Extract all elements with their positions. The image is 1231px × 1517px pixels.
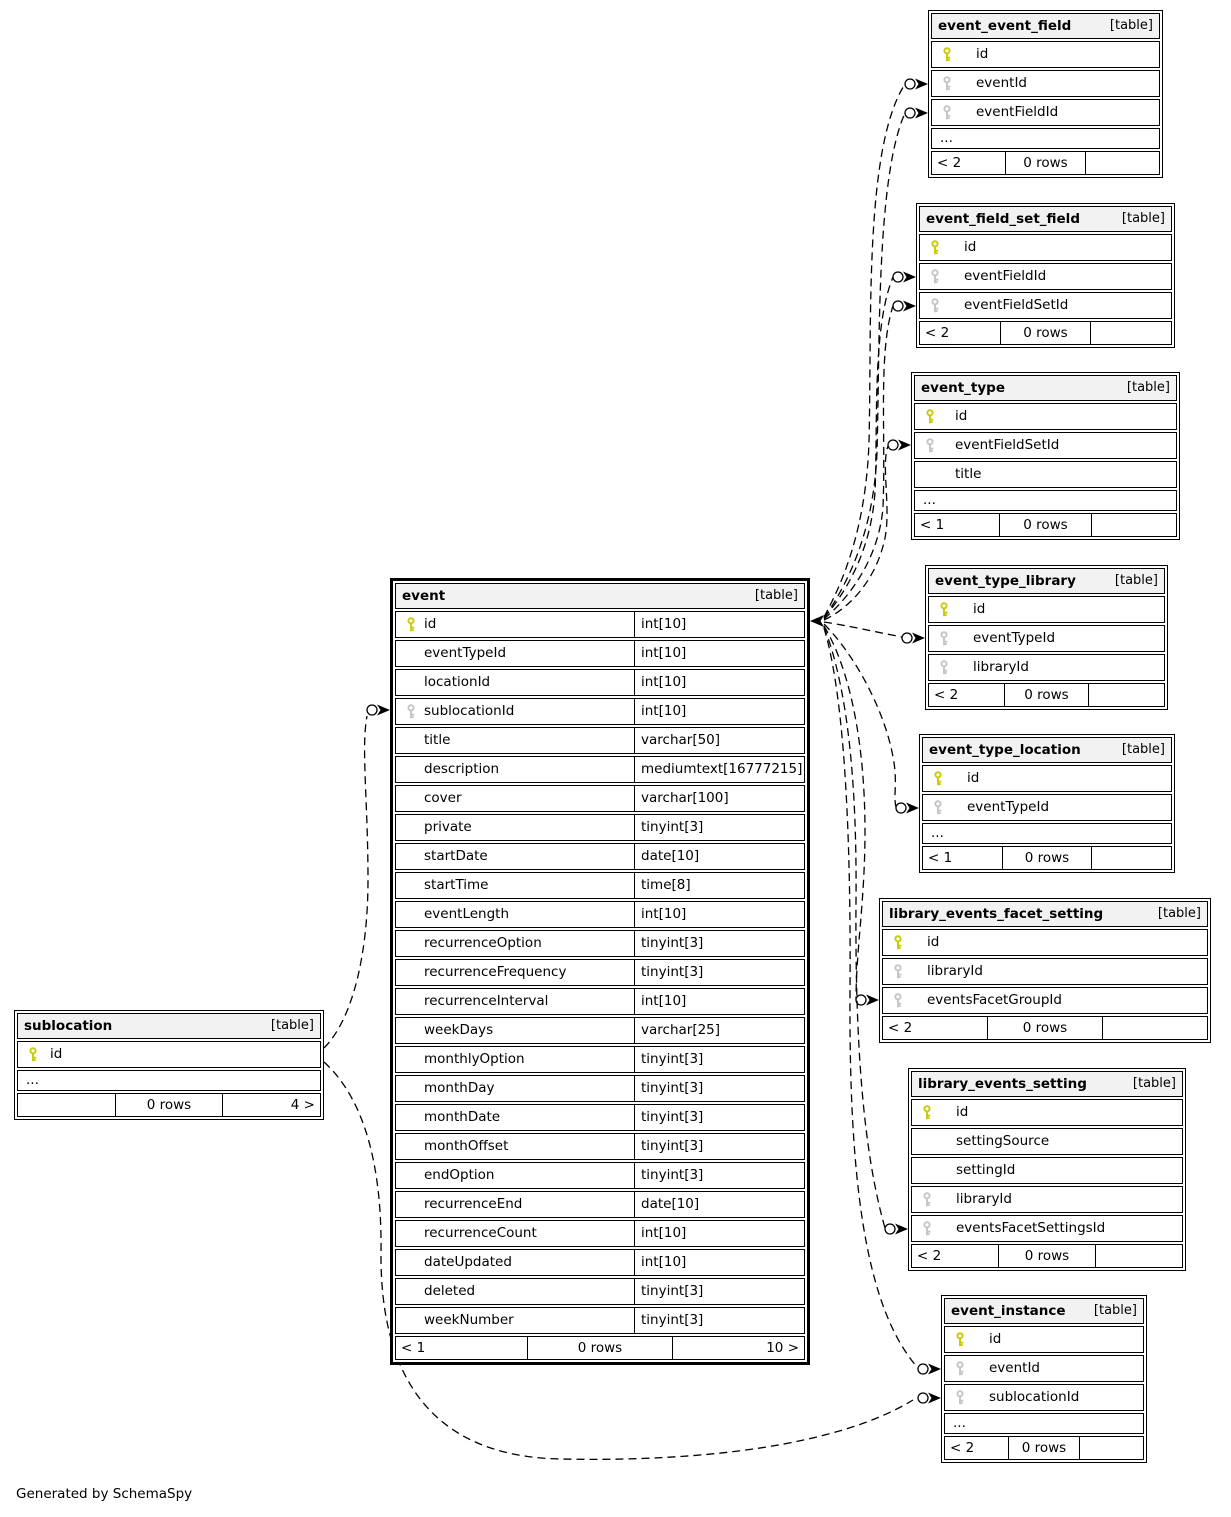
column-row-id [17, 1041, 321, 1068]
primary-key-icon [942, 47, 952, 63]
column-row-eventsFacetSettingsId [911, 1215, 1183, 1242]
column-row-monthlyOption [395, 1046, 805, 1073]
edge-event_type.eventFieldSetId-to-event.id [824, 440, 911, 621]
column-type: int[10] [634, 670, 804, 695]
hidden-columns-row [931, 128, 1160, 149]
column-type: int[10] [634, 1250, 804, 1275]
primary-key-icon [922, 1105, 932, 1121]
table-name: event_type_library [935, 573, 1076, 589]
hidden-columns-row [17, 1070, 321, 1091]
column-row-eventTypeId [395, 640, 805, 667]
table-tag: [table] [1126, 380, 1170, 395]
table-tag: [table] [1121, 211, 1165, 226]
table-header-event[interactable] [395, 583, 805, 609]
column-name: id [976, 46, 989, 62]
footer-children[interactable]: 4 > [290, 1097, 315, 1113]
ellipsis-label: ... [931, 825, 944, 841]
column-name: eventTypeId [967, 799, 1050, 815]
column-row-id [395, 611, 805, 638]
table-name: event [402, 588, 446, 604]
column-name: id [989, 1331, 1002, 1347]
column-row-startTime [395, 872, 805, 899]
primary-key-icon [28, 1047, 38, 1063]
column-name: sublocationId [989, 1389, 1080, 1405]
column-name: recurrenceCount [424, 1225, 537, 1241]
column-row-eventFieldId [919, 263, 1172, 290]
table-footer-event_type [914, 513, 1177, 537]
column-row-monthOffset [395, 1133, 805, 1160]
table-header-event_type_library[interactable] [928, 568, 1165, 594]
column-name: id [956, 1104, 969, 1120]
column-name: startTime [424, 877, 489, 893]
table-footer-event_field_set_field [919, 321, 1172, 345]
column-row-description [395, 756, 805, 783]
column-type: tinyint[3] [634, 1047, 804, 1072]
footer-children[interactable] [1086, 152, 1159, 174]
column-name: recurrenceInterval [424, 993, 549, 1009]
footer-rowcount: 0 rows [1008, 1437, 1079, 1459]
edge-library_events_facet_setting.eventsFacetGroupId-to-event.id [824, 626, 879, 1006]
column-row-deleted [395, 1278, 805, 1305]
column-row-id [922, 765, 1172, 792]
foreign-key-icon [955, 1361, 965, 1377]
footer-parents[interactable]: < 1 [401, 1340, 426, 1356]
edge-event_type_library.eventTypeId-to-event.id [824, 622, 925, 644]
table-footer-event [395, 1336, 805, 1360]
column-name: eventFieldSetId [964, 297, 1069, 313]
footer-parents[interactable]: < 2 [934, 687, 959, 703]
column-type: int[10] [634, 1221, 804, 1246]
ellipsis-label: ... [26, 1072, 39, 1088]
table-footer-event_type_location [922, 846, 1172, 870]
primary-key-icon [933, 771, 943, 787]
table-tag: [table] [270, 1018, 314, 1033]
table-tag: [table] [754, 588, 798, 603]
table-name: event_type_location [929, 742, 1081, 758]
column-row-private [395, 814, 805, 841]
column-row-libraryId [911, 1186, 1183, 1213]
column-row-id [931, 41, 1160, 68]
column-row-settingId [911, 1157, 1183, 1184]
table-header-event_field_set_field[interactable] [919, 206, 1172, 232]
column-name: monthlyOption [424, 1051, 525, 1067]
column-name: monthDate [424, 1109, 501, 1125]
column-name: id [955, 408, 968, 424]
table-tag: [table] [1121, 742, 1165, 757]
footer-rowcount: 0 rows [999, 514, 1093, 536]
footer-rowcount: 0 rows [115, 1094, 224, 1116]
table-footer-library_events_setting [911, 1244, 1183, 1268]
ellipsis-label: ... [923, 492, 936, 508]
footer-rowcount: 0 rows [1004, 684, 1089, 706]
column-name: id [967, 770, 980, 786]
column-row-libraryId [928, 654, 1165, 681]
column-row-eventTypeId [928, 625, 1165, 652]
foreign-key-icon [939, 660, 949, 676]
column-row-eventLength [395, 901, 805, 928]
column-row-eventTypeId [922, 794, 1172, 821]
edge-event.sublocationId-to-sublocation.id [324, 705, 390, 1049]
table-event_event_field [928, 10, 1163, 178]
footer-children[interactable] [1096, 1245, 1182, 1267]
column-type: int[10] [634, 612, 804, 637]
column-row-id [882, 929, 1208, 956]
column-type: varchar[100] [634, 786, 804, 811]
column-row-eventId [931, 70, 1160, 97]
column-type: tinyint[3] [634, 960, 804, 985]
foreign-key-icon [942, 76, 952, 92]
table-footer-event_instance [944, 1436, 1144, 1460]
column-row-cover [395, 785, 805, 812]
table-event_type_location [919, 734, 1175, 873]
column-name: eventsFacetSettingsId [956, 1220, 1106, 1236]
table-tag: [table] [1093, 1303, 1137, 1318]
column-row-recurrenceEnd [395, 1191, 805, 1218]
column-name: eventId [976, 75, 1028, 91]
footer-rowcount: 0 rows [1002, 847, 1091, 869]
column-row-id [914, 403, 1177, 430]
table-name: event_event_field [938, 18, 1072, 34]
edge-event_event_field.eventFieldId-to-event.id [824, 108, 928, 619]
column-type: tinyint[3] [634, 1134, 804, 1159]
foreign-key-icon [406, 704, 416, 720]
table-tag: [table] [1132, 1076, 1176, 1091]
column-name: libraryId [927, 963, 983, 979]
primary-key-icon [406, 617, 416, 633]
column-name: id [973, 601, 986, 617]
column-row-recurrenceOption [395, 930, 805, 957]
table-footer-library_events_facet_setting [882, 1016, 1208, 1040]
column-name: libraryId [973, 659, 1029, 675]
footer-children[interactable] [1092, 847, 1171, 869]
column-row-recurrenceFrequency [395, 959, 805, 986]
column-row-locationId [395, 669, 805, 696]
column-row-eventId [944, 1355, 1144, 1382]
column-name: weekDays [424, 1022, 494, 1038]
footer-children[interactable] [1103, 1017, 1207, 1039]
table-event [390, 578, 810, 1365]
column-name: cover [424, 790, 462, 806]
column-type: int[10] [634, 902, 804, 927]
column-name: eventTypeId [973, 630, 1056, 646]
foreign-key-icon [922, 1192, 932, 1208]
footer-parents[interactable]: < 1 [920, 517, 945, 533]
hidden-columns-row [944, 1413, 1144, 1434]
column-name: recurrenceEnd [424, 1196, 523, 1212]
hidden-columns-row [914, 490, 1177, 511]
column-row-startDate [395, 843, 805, 870]
foreign-key-icon [922, 1221, 932, 1237]
edge-event_type_location.eventTypeId-to-event.id [824, 624, 919, 814]
column-row-eventFieldId [931, 99, 1160, 126]
parent-arrow-event-id [810, 615, 824, 627]
column-name: sublocationId [424, 703, 515, 719]
column-row-weekNumber [395, 1307, 805, 1334]
table-event_field_set_field [916, 203, 1175, 348]
column-name: deleted [424, 1283, 476, 1299]
edge-event_field_set_field.eventFieldSetId-to-event.id [824, 301, 916, 620]
table-library_events_facet_setting [879, 898, 1211, 1043]
column-name: eventsFacetGroupId [927, 992, 1062, 1008]
column-name: eventFieldSetId [955, 437, 1060, 453]
ellipsis-label: ... [940, 130, 953, 146]
table-name: event_type [921, 380, 1005, 396]
column-type: varchar[50] [634, 728, 804, 753]
primary-key-icon [925, 409, 935, 425]
table-header-event_event_field[interactable] [931, 13, 1160, 39]
column-type: tinyint[3] [634, 1163, 804, 1188]
footer-rowcount: 0 rows [1000, 322, 1090, 344]
table-header-event_type_location[interactable] [922, 737, 1172, 763]
foreign-key-icon [893, 993, 903, 1009]
column-row-title [395, 727, 805, 754]
table-tag: [table] [1114, 573, 1158, 588]
column-row-title [914, 461, 1177, 488]
footer-children[interactable] [1089, 684, 1164, 706]
hidden-columns-row [922, 823, 1172, 844]
column-name: recurrenceOption [424, 935, 542, 951]
column-name: eventFieldId [964, 268, 1047, 284]
column-name: weekNumber [424, 1312, 514, 1328]
table-event_type [911, 372, 1180, 540]
foreign-key-icon [939, 631, 949, 647]
column-row-id [928, 596, 1165, 623]
column-row-eventFieldSetId [919, 292, 1172, 319]
footer-parents[interactable]: < 2 [925, 325, 950, 341]
column-name: monthDay [424, 1080, 495, 1096]
table-tag: [table] [1157, 906, 1201, 921]
column-row-libraryId [882, 958, 1208, 985]
table-footer-event_type_library [928, 683, 1165, 707]
column-row-monthDate [395, 1104, 805, 1131]
table-name: library_events_setting [918, 1076, 1087, 1092]
column-row-weekDays [395, 1017, 805, 1044]
table-sublocation [14, 1010, 324, 1120]
column-name: eventFieldId [976, 104, 1059, 120]
column-name: id [964, 239, 977, 255]
column-name: startDate [424, 848, 488, 864]
column-type: int[10] [634, 641, 804, 666]
column-row-id [944, 1326, 1144, 1353]
footer-rowcount: 0 rows [998, 1245, 1095, 1267]
column-row-endOption [395, 1162, 805, 1189]
table-name: event_field_set_field [926, 211, 1080, 227]
primary-key-icon [930, 240, 940, 256]
column-name: eventTypeId [424, 645, 507, 661]
table-name: sublocation [24, 1018, 113, 1034]
footer-parents[interactable] [18, 1094, 115, 1116]
column-type: tinyint[3] [634, 815, 804, 840]
column-type: tinyint[3] [634, 931, 804, 956]
foreign-key-icon [930, 298, 940, 314]
column-name: title [424, 732, 451, 748]
foreign-key-icon [930, 269, 940, 285]
table-tag: [table] [1109, 18, 1153, 33]
column-type: tinyint[3] [634, 1308, 804, 1333]
footer-children[interactable] [1080, 1437, 1143, 1459]
column-name: locationId [424, 674, 491, 690]
table-footer-sublocation [17, 1093, 321, 1117]
footer-parents[interactable]: < 2 [888, 1020, 913, 1036]
table-event_instance [941, 1295, 1147, 1463]
footer-rowcount: 0 rows [527, 1337, 674, 1359]
column-name: private [424, 819, 472, 835]
table-event_type_library [925, 565, 1168, 710]
column-row-dateUpdated [395, 1249, 805, 1276]
footer-parents[interactable]: < 1 [928, 850, 953, 866]
column-name: recurrenceFrequency [424, 964, 567, 980]
column-name: settingId [956, 1162, 1016, 1178]
column-row-sublocationId [944, 1384, 1144, 1411]
footer-children[interactable] [1092, 514, 1176, 536]
foreign-key-icon [893, 964, 903, 980]
column-name: dateUpdated [424, 1254, 512, 1270]
footer-rowcount: 0 rows [987, 1017, 1104, 1039]
footer-parents[interactable]: < 2 [950, 1440, 975, 1456]
column-row-settingSource [911, 1128, 1183, 1155]
column-type: tinyint[3] [634, 1076, 804, 1101]
column-row-recurrenceInterval [395, 988, 805, 1015]
primary-key-icon [955, 1332, 965, 1348]
column-row-sublocationId [395, 698, 805, 725]
column-name: eventLength [424, 906, 510, 922]
column-name: monthOffset [424, 1138, 509, 1154]
column-type: mediumtext[16777215] [634, 757, 804, 782]
column-name: title [955, 466, 982, 482]
column-row-recurrenceCount [395, 1220, 805, 1247]
footer-parents[interactable]: < 2 [937, 155, 962, 171]
column-row-eventFieldSetId [914, 432, 1177, 459]
column-name: eventId [989, 1360, 1041, 1376]
column-type: time[8] [634, 873, 804, 898]
column-name: description [424, 761, 500, 777]
column-name: libraryId [956, 1191, 1012, 1207]
table-footer-event_event_field [931, 151, 1160, 175]
generator-note: Generated by SchemaSpy [16, 1486, 193, 1502]
foreign-key-icon [925, 438, 935, 454]
column-type: date[10] [634, 844, 804, 869]
column-name: settingSource [956, 1133, 1050, 1149]
table-name: library_events_facet_setting [889, 906, 1104, 922]
column-name: id [50, 1046, 63, 1062]
table-header-library_events_facet_setting[interactable] [882, 901, 1208, 927]
footer-parents[interactable]: < 2 [917, 1248, 942, 1264]
ellipsis-label: ... [953, 1415, 966, 1431]
footer-children[interactable]: 10 > [766, 1340, 799, 1356]
column-type: date[10] [634, 1192, 804, 1217]
column-type: tinyint[3] [634, 1105, 804, 1130]
column-name: id [927, 934, 940, 950]
column-type: int[10] [634, 699, 804, 724]
table-name: event_instance [951, 1303, 1066, 1319]
column-type: varchar[25] [634, 1018, 804, 1043]
primary-key-icon [939, 602, 949, 618]
table-header-event_instance[interactable] [944, 1298, 1144, 1324]
foreign-key-icon [955, 1390, 965, 1406]
table-header-sublocation[interactable] [17, 1013, 321, 1039]
table-library_events_setting [908, 1068, 1186, 1271]
column-row-id [919, 234, 1172, 261]
column-type: int[10] [634, 989, 804, 1014]
primary-key-icon [893, 935, 903, 951]
foreign-key-icon [933, 800, 943, 816]
column-name: endOption [424, 1167, 495, 1183]
table-header-event_type[interactable] [914, 375, 1177, 401]
column-row-id [911, 1099, 1183, 1126]
footer-rowcount: 0 rows [1005, 152, 1087, 174]
column-row-monthDay [395, 1075, 805, 1102]
foreign-key-icon [942, 105, 952, 121]
column-row-eventsFacetGroupId [882, 987, 1208, 1014]
column-type: tinyint[3] [634, 1279, 804, 1304]
column-name: id [424, 616, 437, 632]
table-header-library_events_setting[interactable] [911, 1071, 1183, 1097]
edge-event_field_set_field.eventFieldId-to-event.id [824, 272, 916, 619]
footer-children[interactable] [1091, 322, 1171, 344]
